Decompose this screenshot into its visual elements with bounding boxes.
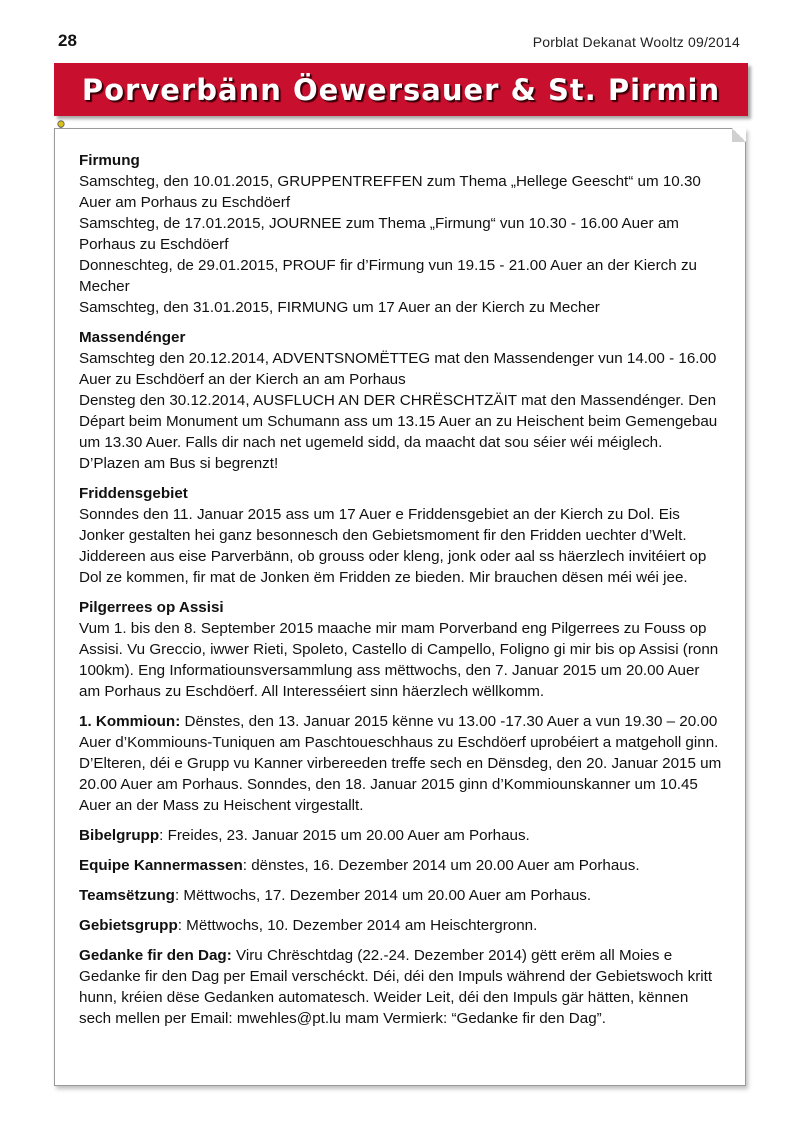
section-gebietsgrupp — [79, 915, 727, 936]
page-curl-corner — [732, 128, 746, 142]
section-pilgerrees — [79, 597, 727, 702]
text-line: am Porhaus zu Eschdöerf. All Interesséiert sinn häerzlech wëllkomm. — [79, 683, 545, 700]
text-line — [79, 855, 727, 876]
section-firmung — [79, 150, 727, 318]
text-fragment: : Mëttwochs, 10. Dezember 2014 am Heischtergronn. — [177, 917, 538, 934]
text-line: Départ beim Monument um Schumann ass um 13.15 Auer an zu Heischent beim Gemengebau — [79, 413, 718, 430]
content — [79, 150, 727, 1038]
section-title: Friddensgebiet — [79, 485, 188, 502]
section-title: Pilgerrees op Assisi — [79, 599, 224, 616]
section-bibelgrupp — [79, 825, 727, 846]
text-line: Samschteg, de 17.01.2015, JOURNEE zum Thema „Firmung“ vun 10.30 - 16.00 Auer am — [79, 215, 679, 232]
text-line: Auer d’Kommiouns-Tuniquen am Paschtoueschhaus zu Eschdöerf uprobéiert a matgeholl ginn. — [79, 734, 719, 751]
text-line: D’Plazen am Bus si begrenzt! — [79, 455, 279, 472]
text-line: Jiddereen aus eise Parverbänn, ob grouss oder kleng, jonk oder aal ss häerzlech invitéiert op — [79, 548, 707, 565]
text-fragment: : Freides, 23. Januar 2015 um 20.00 Auer am Porhaus. — [159, 827, 530, 844]
text-line: Porhaus zu Eschdöerf — [79, 236, 229, 253]
text-line: Assisi. Vu Greccio, iwwer Rieti, Spoleto, Castello di Campello, Foligno gi mir bis op Assisi (ronn — [79, 641, 719, 658]
text-line: hunn, kréien dëse Gedanken automatesch. Weider Leit, déi den Impuls gär hätten, kënnen — [79, 989, 689, 1006]
text-line: Mecher — [79, 278, 130, 295]
text-line: Densteg den 30.12.2014, AUSFLUCH AN DER CHRËSCHTZÄIT mat den Massendénger. Den — [79, 392, 717, 409]
section-equipe — [79, 855, 727, 876]
text-line: Auer an der Mass zu Heischent virgestallt. — [79, 797, 364, 814]
text-line — [79, 711, 727, 732]
text-fragment: : dënstes, 16. Dezember 2014 um 20.00 Auer am Porhaus. — [242, 857, 640, 874]
text-line: 100km). Eng Informatiounsversammlung ass mëttwochs, den 7. Januar 2015 um 20.00 Auer — [79, 662, 700, 679]
section-label: Gebietsgrupp — [79, 917, 178, 934]
text-line: Samschteg den 20.12.2014, ADVENTSNOMËTTEG mat den Massendenger vun 14.00 - 16.00 — [79, 350, 717, 367]
text-line: Samschteg, den 31.01.2015, FIRMUNG um 17 Auer an der Kierch zu Mecher — [79, 299, 600, 316]
section-label: Bibelgrupp — [79, 827, 160, 844]
content-box — [54, 128, 746, 1086]
text-line: Dol ze kommen, fir mat de Jonken ëm Fridden ze bieden. Mir brauchen dësen méi wéi jee. — [79, 569, 688, 586]
text-line: Auer am Porhaus zu Eschdöerf — [79, 194, 291, 211]
text-fragment: Dënstes, den 13. Januar 2015 kënne vu 13.00 -17.30 Auer a vun 19.30 – 20.00 — [180, 713, 718, 730]
text-line — [79, 915, 727, 936]
section-kommioun — [79, 711, 727, 816]
text-fragment: : Mëttwochs, 17. Dezember 2014 um 20.00 Auer am Porhaus. — [174, 887, 592, 904]
text-line: Sonndes den 11. Januar 2015 ass um 17 Auer e Friddensgebiet an der Kierch zu Dol. Eis — [79, 506, 680, 523]
section-label: Teamsëtzung — [79, 887, 175, 904]
text-line: 20.00 Auer am Porhaus. Sonndes, den 18. Januar 2015 ginn d’Kommiounskanner um 10.45 — [79, 776, 698, 793]
text-line: sech mellen per Email: mwehles@pt.lu mam Vermierk: “Gedanke fir den Dag”. — [79, 1010, 606, 1027]
text-line: Vum 1. bis den 8. September 2015 maache mir mam Porverband eng Pilgerrees zu Fouss op — [79, 620, 707, 637]
section-teamsetzung — [79, 885, 727, 906]
section-title: Firmung — [79, 152, 140, 169]
title-banner — [54, 63, 748, 116]
banner-title: Porverbänn Öewersauer & St. Pirmin — [81, 72, 721, 107]
section-title: Massendénger — [79, 329, 186, 346]
text-line — [79, 825, 727, 846]
section-massendenger — [79, 327, 727, 474]
section-label: 1. Kommioun: — [79, 713, 181, 730]
text-line — [79, 885, 727, 906]
page-number: 28 — [58, 31, 77, 50]
section-label: Gedanke fir den Dag: — [79, 947, 232, 964]
text-line: Auer zu Eschdöerf an der Kierch an am Porhaus — [79, 371, 406, 388]
publication-header: Porblat Dekanat Wooltz 09/2014 — [532, 34, 740, 50]
section-label: Equipe Kannermassen — [79, 857, 243, 874]
text-line: Donneschteg, de 29.01.2015, PROUF fir d’Firmung vun 19.15 - 21.00 Auer an der Kierch zu — [79, 257, 697, 274]
text-line: Jonker gestalten hei ganz besonnesch den Gebietsmoment fir den Fridden uechter d’Welt. — [79, 527, 687, 544]
section-gedanke — [79, 945, 727, 1029]
text-line: Gedanke fir den Dag per Email verschéckt. Déi, déi den Impuls während der Gebietswoch kritt — [79, 968, 713, 985]
text-line: Samschteg, den 10.01.2015, GRUPPENTREFFEN zum Thema „Hellege Geescht“ um 10.30 — [79, 173, 701, 190]
section-friddensgebiet — [79, 483, 727, 588]
text-line: D’Elteren, déi e Grupp vu Kanner virbereeden treffe sech en Dënsdeg, den 20. Januar 2015 um — [79, 755, 722, 772]
text-fragment: Viru Chrëschtdag (22.-24. Dezember 2014) gëtt erëm all Moies e — [231, 947, 673, 964]
text-line: um 13.30 Auer. Falls dir nach net ugemeld sidd, da maacht dat sou séier wéi méiglech. — [79, 434, 663, 451]
text-line — [79, 945, 727, 966]
